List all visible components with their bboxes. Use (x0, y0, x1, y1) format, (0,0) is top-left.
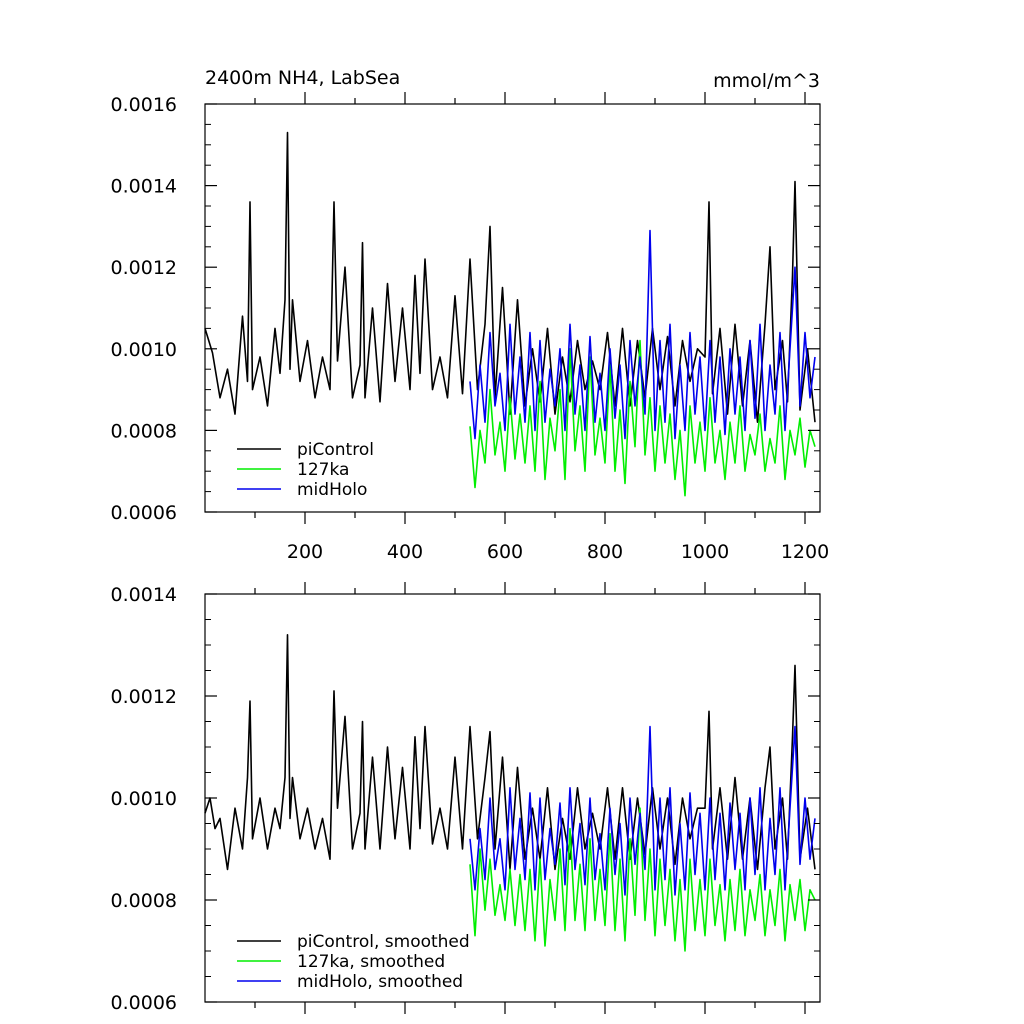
top-xtick-label: 1200 (780, 541, 830, 563)
bottom-legend (237, 932, 470, 992)
bottom-panel (111, 582, 820, 1014)
top-legend (237, 440, 374, 500)
bottom-ytick-label: 0.0010 (110, 788, 177, 810)
top-xtick-label: 400 (386, 541, 424, 563)
bottom-legend-label: 127ka, smoothed (297, 952, 446, 972)
top-series-line-1 (205, 133, 815, 423)
bottom-ytick-label: 0.0014 (110, 584, 177, 606)
bottom-series-line-1 (205, 635, 815, 870)
top-xtick-label: 1000 (680, 541, 730, 563)
top-panel (111, 67, 830, 563)
top-ytick-label: 0.0012 (110, 257, 177, 280)
top-ytick-label: 0.0008 (110, 420, 177, 443)
top-xtick-label: 800 (586, 541, 624, 563)
bottom-legend-label: midHolo, smoothed (297, 972, 464, 992)
top-legend-label: 127ka (297, 460, 350, 480)
top-ytick-label: 0.0006 (110, 502, 177, 524)
top-xtick-label: 600 (486, 541, 524, 563)
bottom-legend-label: piControl, smoothed (297, 932, 470, 952)
top-xtick-label: 200 (286, 541, 324, 563)
bottom-ytick-label: 0.0012 (110, 686, 177, 708)
top-chart-units: mmol/m^3 (713, 70, 820, 92)
top-chart-title: 2400m NH4, LabSea (205, 67, 401, 89)
bottom-ytick-label: 0.0006 (110, 992, 177, 1014)
top-legend-label: midHolo (297, 480, 368, 500)
top-legend-label: piControl (297, 440, 374, 460)
top-ytick-label: 0.0016 (110, 94, 177, 116)
top-plot-area (111, 92, 830, 563)
top-ytick-label: 0.0014 (110, 175, 177, 198)
top-ytick-label: 0.0010 (110, 338, 177, 361)
bottom-ytick-label: 0.0008 (110, 890, 177, 912)
